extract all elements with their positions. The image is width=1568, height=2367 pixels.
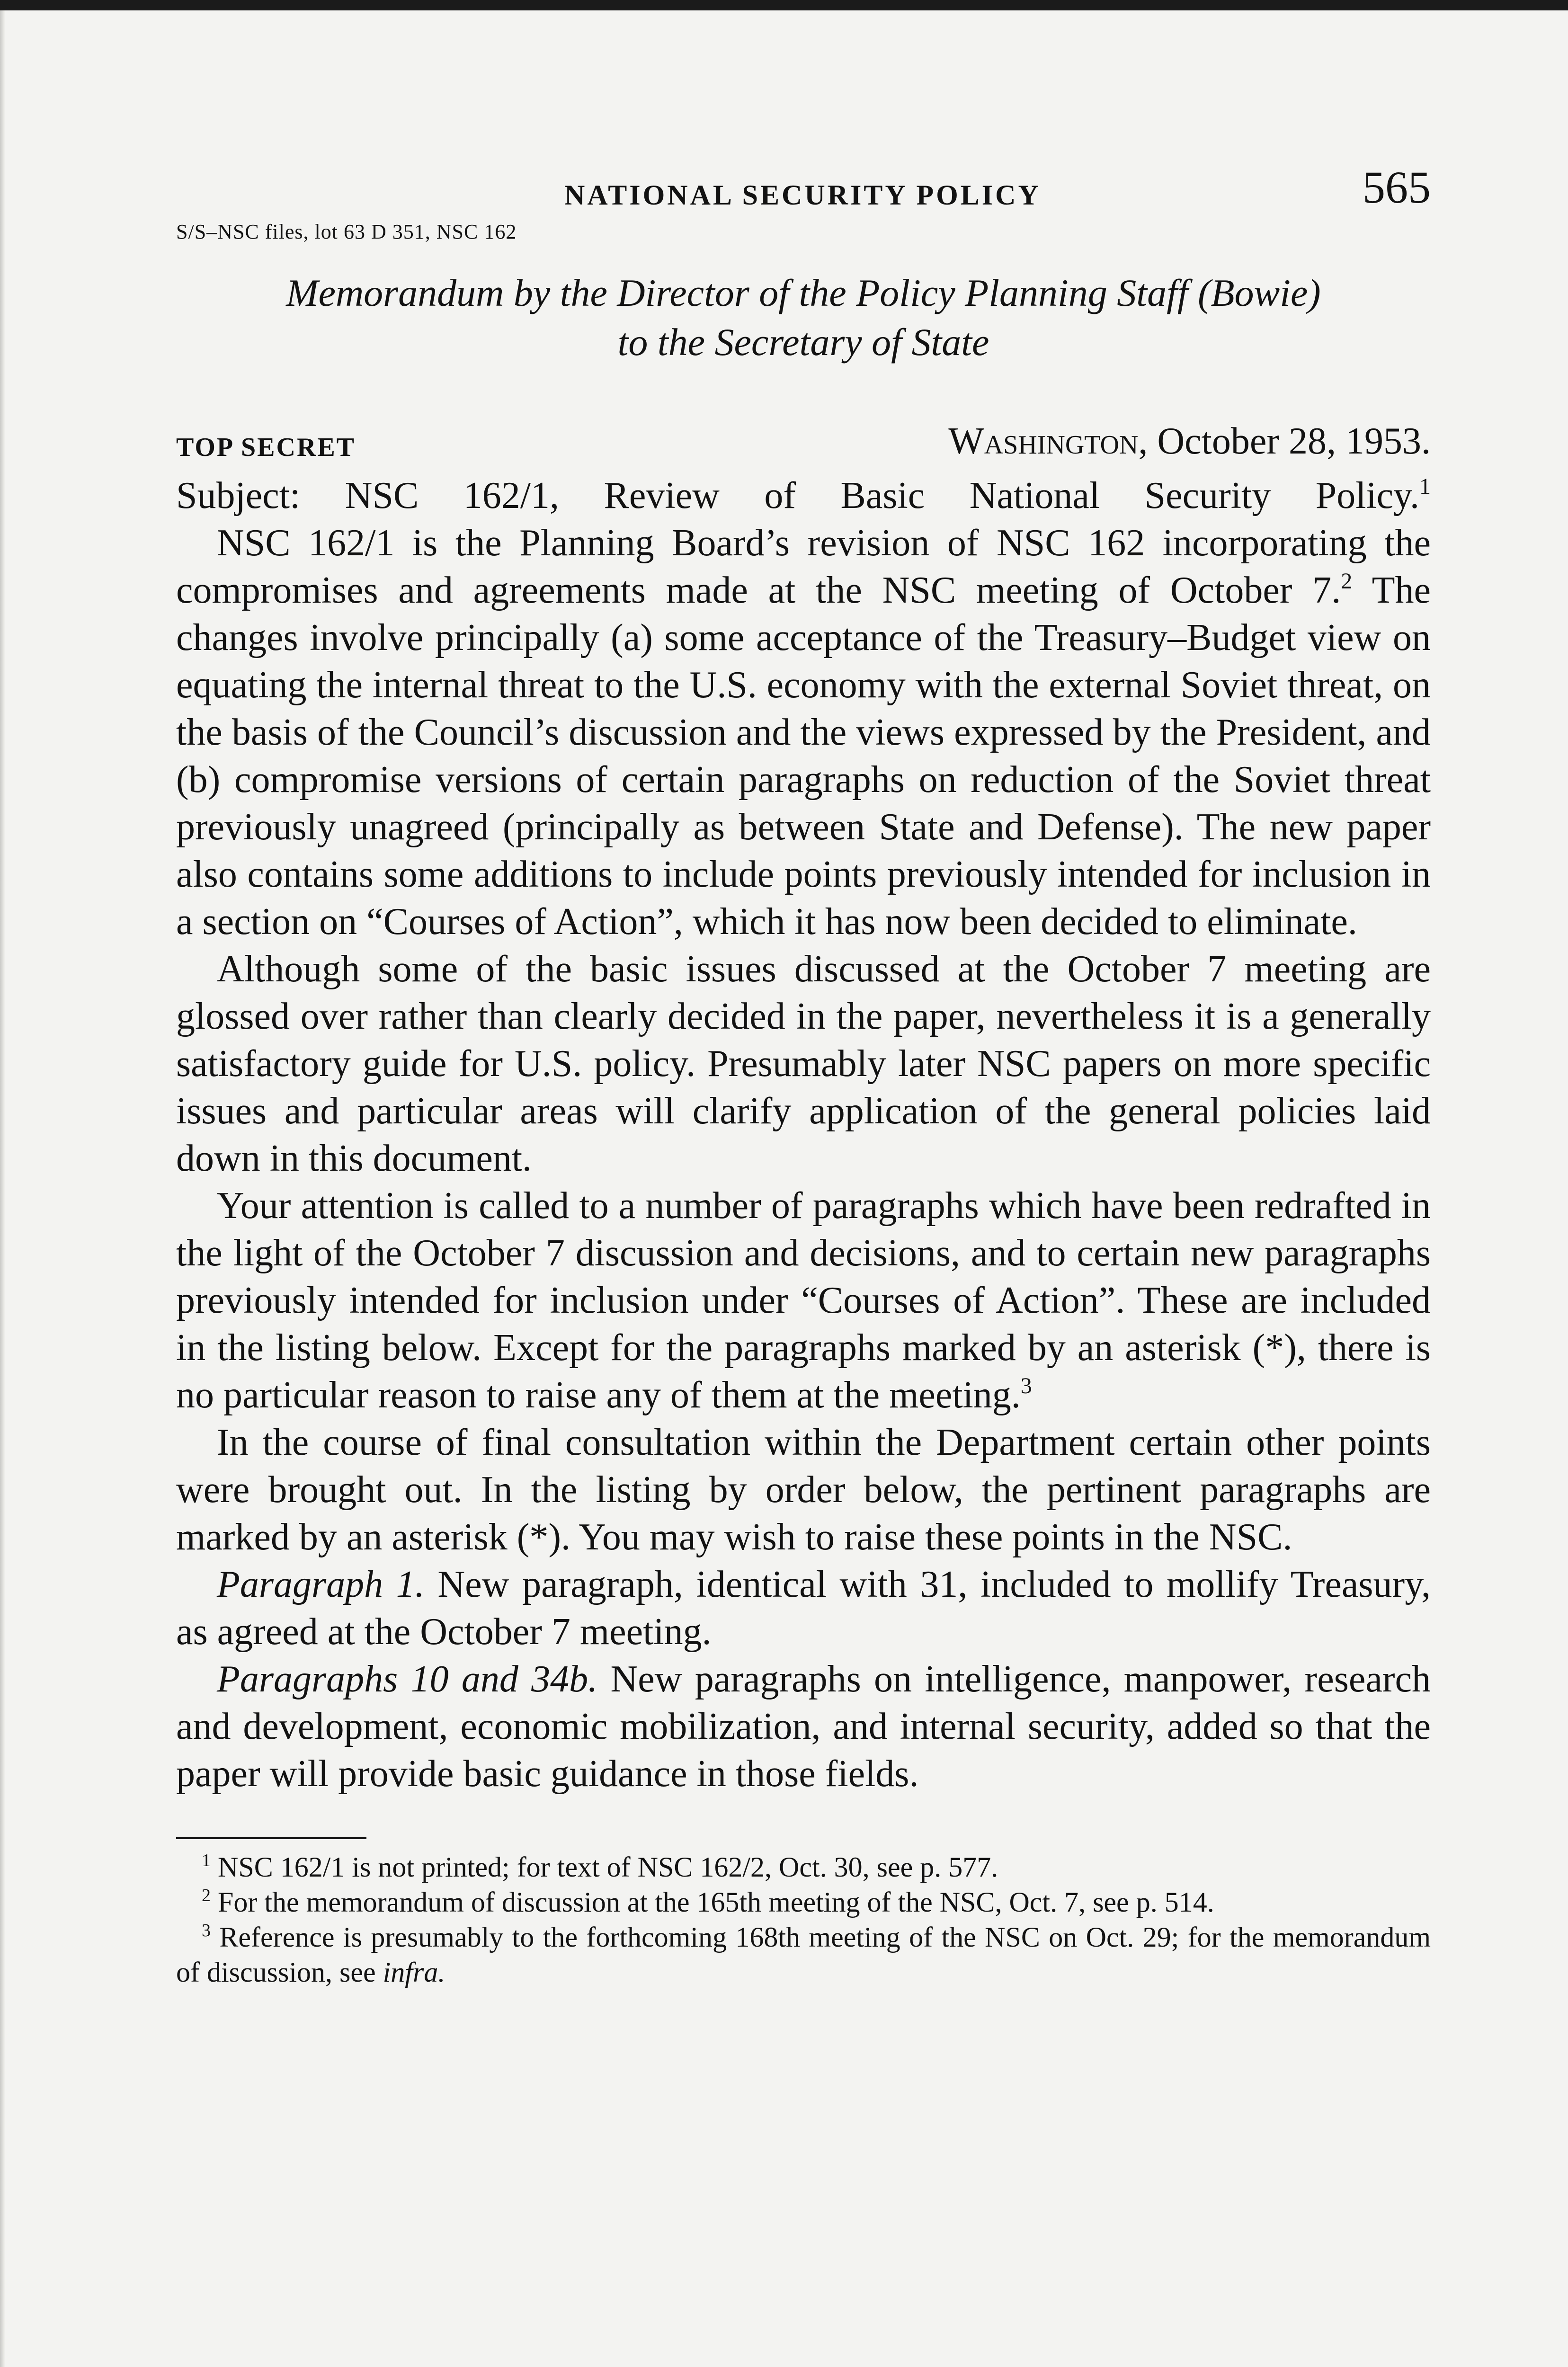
footnote-divider (176, 1837, 366, 1839)
scan-top-border (0, 0, 1568, 10)
footnote-1-number: 1 (202, 1851, 211, 1870)
memo-title (176, 268, 1431, 367)
footnote-1-text: NSC 162/1 is not printed; for text of NSC 162/2, Oct. 30, see p. 577. (211, 1851, 998, 1883)
footnote-3-text: Reference is presumably to the forthcoming 168th meeting of the NSC on Oct. 29; for the memorandum of discussion, see (176, 1922, 1431, 1988)
footnote-ref-2[interactable]: 2 (1341, 569, 1353, 594)
page-number: 565 (1363, 162, 1431, 213)
scan-left-edge (0, 10, 5, 2367)
classification-label: TOP SECRET (176, 433, 356, 462)
footnote-3-italic: infra. (383, 1957, 445, 1988)
footnote-1 (176, 1850, 1431, 1885)
file-reference: S/S–NSC files, lot 63 D 351, NSC 162 (176, 220, 517, 243)
paragraph-1-text-a: NSC 162/1 is the Planning Board’s revision of NSC 162 incorporating the compromises and agreements made at the NSC meeting of October 7. (176, 522, 1431, 611)
dateline-place: Washington, (948, 420, 1148, 462)
paragraph-6 (176, 1655, 1431, 1797)
dateline-date: October 28, 1953. (1157, 420, 1431, 462)
footnote-2-text: For the memorandum of discussion at the 165th meeting of the NSC, Oct. 7, see p. 514. (211, 1886, 1214, 1918)
paragraph-5-text: New paragraph, identical with 31, included to mollify Treasury, as agreed at the October 7 meeting. (176, 1564, 1431, 1653)
running-title: NATIONAL SECURITY POLICY (564, 179, 1041, 211)
subject-text: Subject: NSC 162/1, Review of Basic National Security Policy. (176, 475, 1419, 516)
paragraph-3-text: Your attention is called to a number of paragraphs which have been redrafted in the light of the October 7 discussion and decisions, and to certain new paragraphs previously intended for inclusion under “Courses of Action”. These are included in the listing below. Except for the paragraphs marked by an asterisk (*), there is no particular reason to raise any of them at the meeting. (176, 1185, 1431, 1416)
paragraph-1 (176, 519, 1431, 945)
classification-row (176, 420, 1431, 472)
paragraph-5-label: Paragraph 1. (217, 1564, 425, 1605)
memo-title-line-2: to the Secretary of State (617, 320, 989, 364)
footnote-3 (176, 1920, 1431, 1990)
footnote-2-number: 2 (202, 1886, 211, 1905)
paragraph-3 (176, 1182, 1431, 1419)
document-page (176, 161, 1431, 1990)
paragraph-4: In the course of final consultation within the Department certain other points were brought out. In the listing by order below, the pertinent paragraphs are marked by an asterisk (*). You may wish to raise these points in the NSC. (176, 1422, 1431, 1558)
subject-line (176, 472, 1431, 519)
paragraph-2: Although some of the basic issues discussed at the October 7 meeting are glossed over rather than clearly decided in the paper, nevertheless it is a generally satisfactory guide for U.S. policy. Presumably later NSC papers on more specific issues and particular areas will clarify application of the general policies laid down in this document. (176, 948, 1431, 1179)
paragraph-6-text: New paragraphs on intelligence, manpower, research and development, economic mobilization, and internal security, added so that the paper will provide basic guidance in those fields. (176, 1658, 1431, 1795)
footnote-ref-3[interactable]: 3 (1020, 1373, 1032, 1398)
dateline (948, 420, 1431, 463)
footnote-2 (176, 1885, 1431, 1920)
footnote-ref-1[interactable]: 1 (1419, 474, 1431, 499)
memo-title-line-1: Memorandum by the Director of the Policy Planning Staff (Bowie) (286, 271, 1321, 314)
paragraph-6-label: Paragraphs 10 and 34b. (217, 1658, 598, 1700)
footnote-3-number: 3 (202, 1921, 211, 1940)
paragraph-1-text-b: The changes involve principally (a) some acceptance of the Treasury–Budget view on equating the internal threat to the U.S. economy with the external Soviet threat, on the basis of the Council’s discussion and the views expressed by the President, and (b) compromise versions of certain paragraphs on reduction of the Soviet threat previously unagreed (principally as between State and Defense). The new paper also contains some additions to include points previously intended for inclusion in a section on “Courses of Action”, which it has now been decided to eliminate. (176, 570, 1431, 943)
running-head (176, 161, 1431, 218)
paragraph-5 (176, 1561, 1431, 1655)
